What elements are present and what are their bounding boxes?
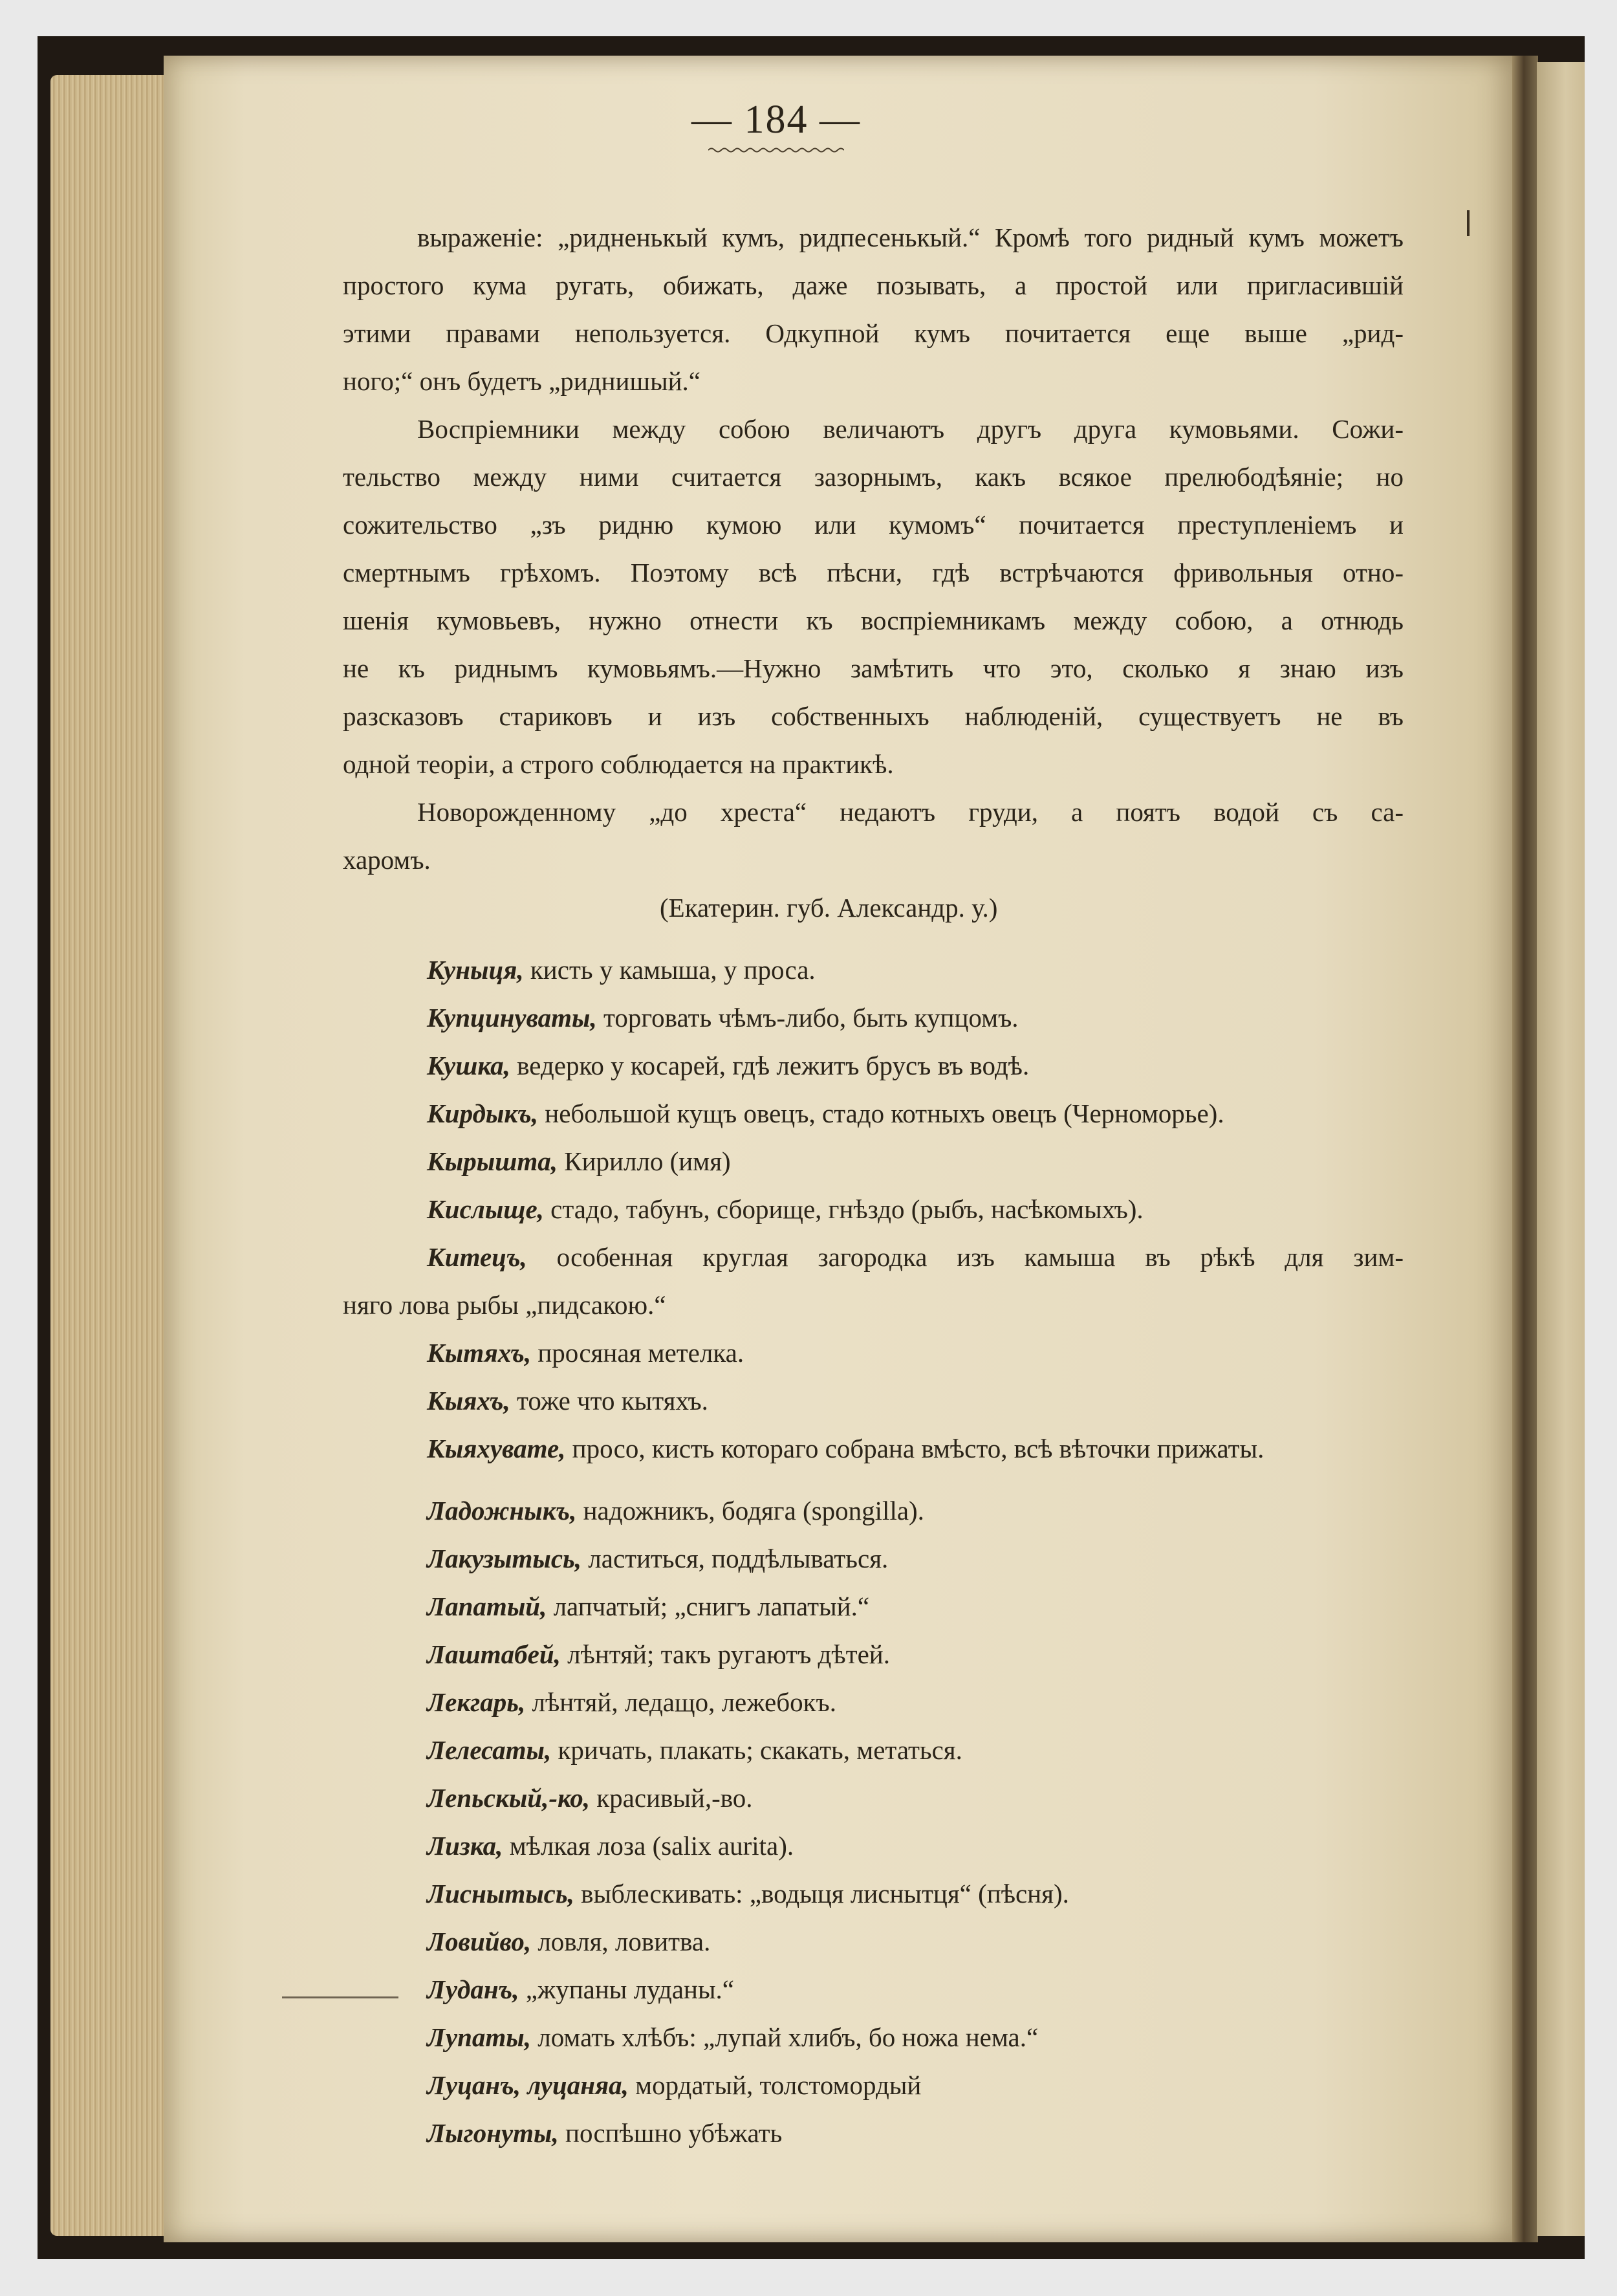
entry-continuation: няго лова рыбы „пидсакою.“: [343, 1290, 666, 1320]
margin-mark: [1467, 210, 1470, 236]
page-text: [343, 213, 1404, 2157]
source-note: (Екатерин. губ. Александр. у.): [660, 893, 998, 923]
entry-headword: Лупаты,: [427, 2022, 531, 2052]
entry-definition: красивый,-во.: [589, 1783, 753, 1813]
glossary-entry: [343, 1425, 1404, 1472]
entry-headword: Луцанъ, луцаняа,: [427, 2070, 629, 2100]
paragraph-line: одной теоріи, а строго соблюдается на практикѣ.: [343, 749, 894, 779]
glossary-entry: [343, 2109, 1404, 2157]
entry-headword: Кушка,: [427, 1051, 510, 1080]
entry-definition: кисть у камыша, у проса.: [523, 955, 816, 985]
entry-definition: просо, кисть котораго собрана вмѣсто, всѣ вѣточки прижаты.: [565, 1434, 1264, 1463]
entry-headword: Кыяхъ,: [427, 1386, 510, 1416]
glossary-section-k: [343, 946, 1404, 1472]
paragraph: [343, 213, 1404, 405]
entry-definition: мордатый, толстомордый: [628, 2070, 922, 2100]
entry-definition: выблескивать: „водыця лиснытця“ (пѣсня).: [574, 1879, 1069, 1908]
entry-definition: надожникъ, бодяга (spongilla).: [576, 1496, 924, 1525]
entry-definition: просяная метелка.: [531, 1338, 744, 1368]
paragraph-line: сожительство „зъ ридню кумою или кумомъ“ почитается преступленіемъ и: [343, 510, 1404, 540]
entry-headword: Купцинуваты,: [427, 1003, 597, 1033]
entry-headword: Лиснытысь,: [427, 1879, 574, 1908]
entry-definition: ластиться, поддѣлываться.: [581, 1544, 889, 1573]
entry-headword: Лапатый,: [427, 1591, 547, 1621]
glossary-entry: [343, 994, 1404, 1042]
glossary-entry: [343, 1535, 1404, 1582]
paragraph-line: не къ риднымъ кумовьямъ.—Нужно замѣтить что это, сколько я знаю изъ: [343, 653, 1404, 683]
entry-headword: Лелесаты,: [427, 1735, 552, 1765]
entry-definition: лѣнтяй, ледащо, лежебокъ.: [525, 1687, 836, 1717]
entry-headword: Кислыще,: [427, 1194, 544, 1224]
entry-headword: Лаштабей,: [427, 1639, 561, 1669]
glossary-entry: [343, 1918, 1404, 1965]
glossary-entry: [343, 1042, 1404, 1089]
facing-page-edge: [1537, 62, 1585, 2236]
glossary-entry: [343, 1089, 1404, 1137]
entry-headword: Лакузытысь,: [427, 1544, 582, 1573]
entry-definition: лѣнтяй; такъ ругаютъ дѣтей.: [560, 1639, 890, 1669]
glossary-entry: [343, 1965, 1404, 2013]
entry-definition: мѣлкая лоза (salix aurita).: [503, 1831, 794, 1861]
entry-headword: Лекгарь,: [427, 1687, 526, 1717]
paragraph-line: Воспріемники между собою величаютъ другъ друга кумовьями. Сожи-: [417, 414, 1404, 444]
entry-headword: Кытяхъ,: [427, 1338, 532, 1368]
glossary-entry: [343, 1582, 1404, 1630]
glossary-entry: [343, 1487, 1404, 1535]
paragraph-line: разсказовъ стариковъ и изъ собственныхъ наблюденій, существуетъ не въ: [343, 701, 1404, 731]
glossary-entry: [343, 1137, 1404, 1185]
glossary-entry: [343, 946, 1404, 994]
book-spine: [1512, 56, 1538, 2242]
entry-headword: Кырышта,: [427, 1146, 558, 1176]
entry-definition: лапчатый; „снигъ лапатый.“: [547, 1591, 870, 1621]
paragraph: [343, 405, 1404, 788]
entry-headword: Луданъ,: [427, 1974, 519, 2004]
entry-headword: Лизка,: [427, 1831, 503, 1861]
glossary-entry: [343, 1822, 1404, 1870]
entry-headword: Ловийво,: [427, 1927, 532, 1956]
entry-definition: особенная круглая загородка изъ камыша въ рѣкѣ для зим-: [526, 1242, 1404, 1272]
glossary-entry: [343, 1233, 1404, 1281]
glossary-entry: [343, 1678, 1404, 1726]
entry-definition: тоже что кытяхъ.: [510, 1386, 708, 1416]
entry-definition: торговать чѣмъ-либо, быть купцомъ.: [596, 1003, 1019, 1033]
entry-definition: стадо, табунъ, сборище, гнѣздо (рыбъ, насѣкомыхъ).: [543, 1194, 1144, 1224]
entry-definition: ломать хлѣбъ: „лупай хлибъ, бо ножа нема.“: [531, 2022, 1039, 2052]
paragraph-line: этими правами непользуется. Одкупной кумъ почитается еще выше „рид-: [343, 318, 1404, 348]
page-number: — 184 —: [691, 98, 861, 142]
paragraph-line: ного;“ онъ будетъ „риднишый.“: [343, 366, 700, 396]
paragraph-line: тельство между ними считается зазорнымъ, какъ всякое прелюбодѣяніе; но: [343, 462, 1404, 492]
glossary-section-l: [343, 1487, 1404, 2157]
glossary-entry: [343, 2061, 1404, 2109]
entry-definition: ловля, ловитва.: [531, 1927, 711, 1956]
glossary-entry: [343, 1726, 1404, 1774]
entry-headword: Ладожныкъ,: [427, 1496, 577, 1525]
glossary-entry: [343, 1774, 1404, 1822]
paragraph-line: шенія кумовьевъ, нужно отнести къ воспріемникамъ между собою, а отнюдь: [343, 606, 1404, 635]
page-number-ornament: [708, 146, 844, 155]
glossary-entry: [343, 1377, 1404, 1425]
page-edges-left: [50, 75, 164, 2236]
glossary-entry: [343, 1870, 1404, 1918]
entry-definition: кричать, плакать; скакать, метаться.: [551, 1735, 962, 1765]
paragraph-line: харомъ.: [343, 845, 431, 875]
paragraph-line: выраженіе: „ридненькый кумъ, ридпесенькый.“ Кромѣ того ридный кумъ можетъ: [417, 223, 1404, 252]
glossary-entry: [343, 1630, 1404, 1678]
entry-headword: Кирдыкъ,: [427, 1099, 538, 1128]
entry-headword: Кыяхувате,: [427, 1434, 566, 1463]
entry-headword: Куныця,: [427, 955, 524, 985]
entry-headword: Лепьскый,-ко,: [427, 1783, 590, 1813]
glossary-entry: [343, 2013, 1404, 2061]
paragraph-line: Новорожденному „до хреста“ недаютъ груди, а поятъ водой съ са-: [417, 797, 1404, 827]
paragraph-line: простого кума ругать, обижать, даже позывать, а простой или пригласившій: [343, 270, 1404, 300]
entry-definition: „жупаны луданы.“: [519, 1974, 734, 2004]
entry-definition: поспѣшно убѣжать: [558, 2118, 783, 2148]
entry-headword: Китецъ,: [427, 1242, 527, 1272]
glossary-entry: [343, 1185, 1404, 1233]
entry-headword: Лыгонуты,: [427, 2118, 559, 2148]
paragraph: [343, 788, 1404, 884]
entry-definition: Кирилло (имя): [558, 1146, 731, 1176]
entry-definition: небольшой кущъ овецъ, стадо котныхъ овецъ (Черноморье).: [538, 1099, 1224, 1128]
entry-definition: ведерко у косарей, гдѣ лежитъ брусъ въ водѣ.: [510, 1051, 1030, 1080]
glossary-entry: [343, 1329, 1404, 1377]
page-number-block: [647, 97, 906, 155]
paragraph-line: смертнымъ грѣхомъ. Поэтому всѣ пѣсни, гдѣ встрѣчаются фривольныя отно-: [343, 558, 1404, 587]
body-paragraphs: [343, 213, 1404, 884]
